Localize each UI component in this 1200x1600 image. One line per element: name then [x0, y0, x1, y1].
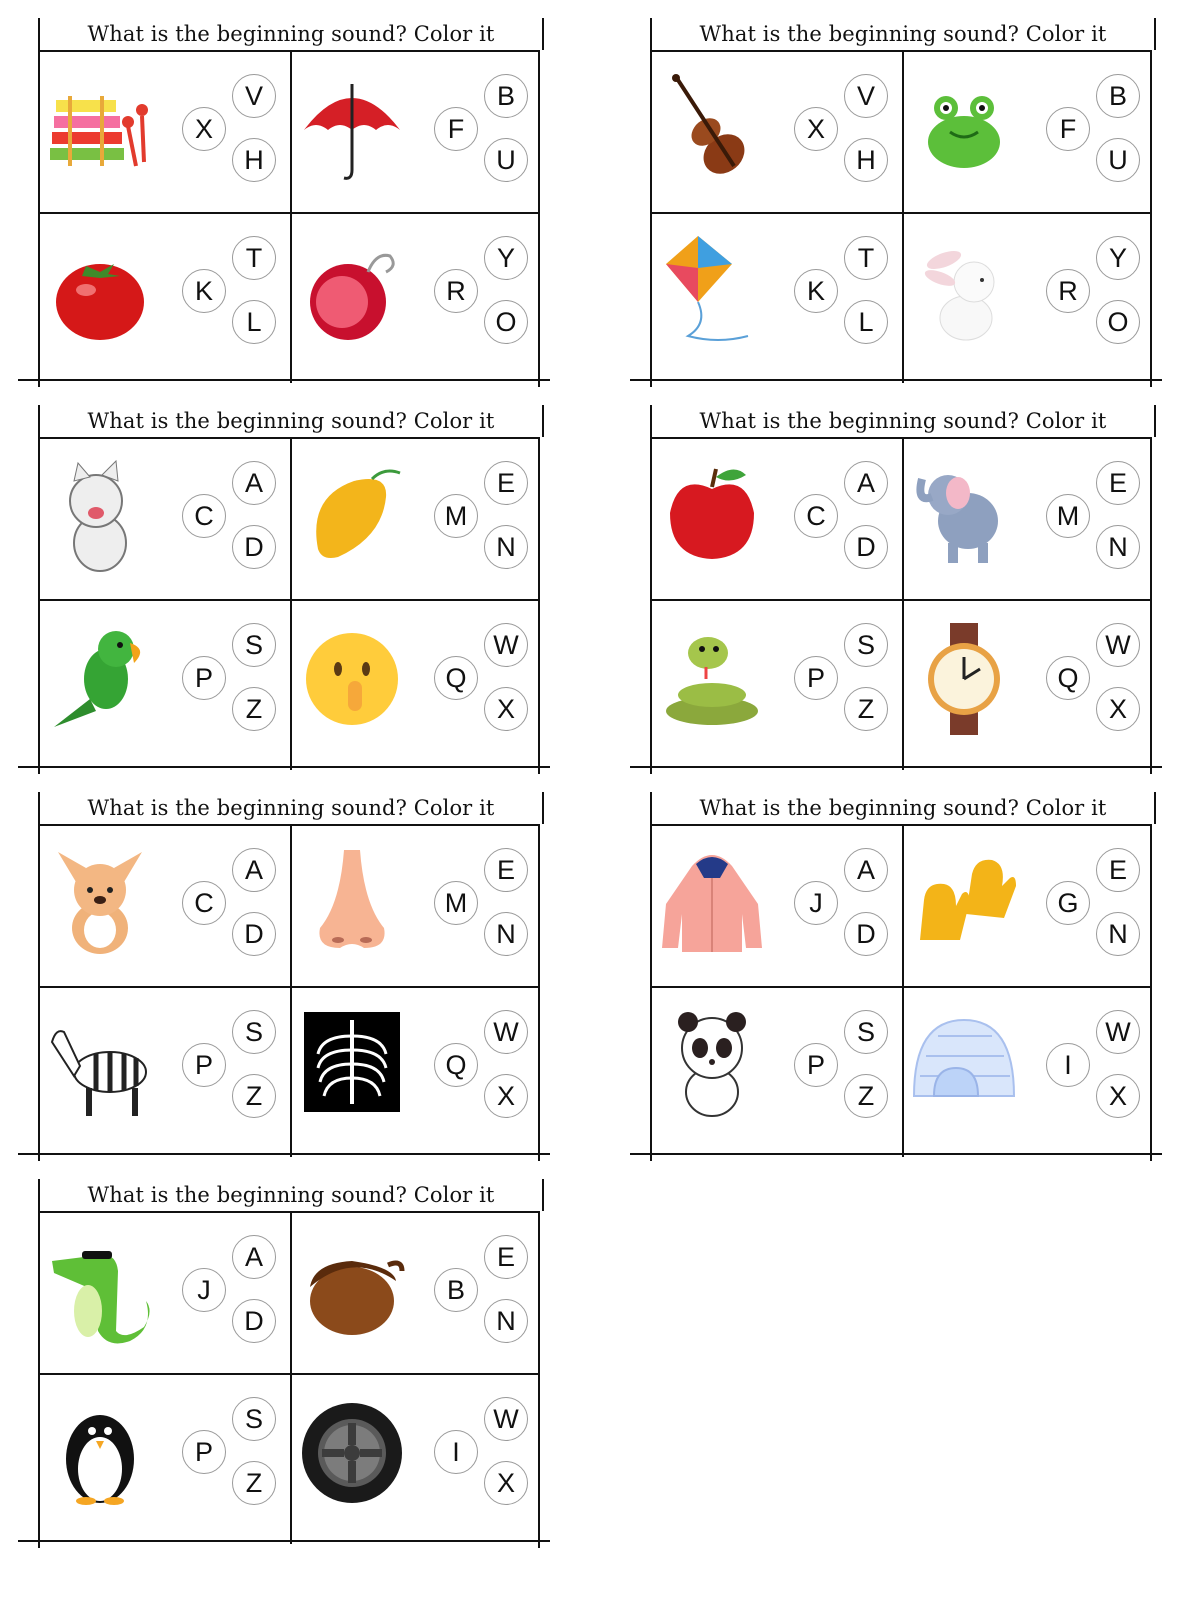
- elephant-picture: [910, 457, 1018, 577]
- letter-choice-bubble[interactable]: S: [232, 1397, 276, 1441]
- letter-choice-bubble[interactable]: A: [844, 461, 888, 505]
- letter-choice-bubble[interactable]: Z: [232, 687, 276, 731]
- card-rule-tick: [38, 1153, 40, 1161]
- letter-choice-bubble[interactable]: M: [434, 494, 478, 538]
- letter-choice-bubble[interactable]: W: [484, 623, 528, 667]
- letter-choice-bubble[interactable]: E: [484, 1235, 528, 1279]
- wheel-picture: [298, 1393, 406, 1513]
- letter-choice-bubble[interactable]: D: [844, 912, 888, 956]
- letter-choice-bubble[interactable]: H: [844, 138, 888, 182]
- letter-choice-bubble[interactable]: P: [794, 656, 838, 700]
- letter-choice-bubble[interactable]: M: [1046, 494, 1090, 538]
- letter-choice-bubble[interactable]: X: [1096, 1074, 1140, 1118]
- worksheet-card: [18, 792, 550, 1168]
- card-title: What is the beginning sound? Color it: [87, 22, 495, 46]
- letter-choice-bubble[interactable]: I: [1046, 1043, 1090, 1087]
- letter-choice-bubble[interactable]: U: [1096, 138, 1140, 182]
- letter-choice-bubble[interactable]: P: [182, 656, 226, 700]
- letter-choice-bubble[interactable]: W: [1096, 1010, 1140, 1054]
- letter-choice-bubble[interactable]: X: [484, 1074, 528, 1118]
- card-header: [38, 1179, 544, 1211]
- letter-choice-bubble[interactable]: N: [484, 525, 528, 569]
- letter-choice-bubble[interactable]: B: [434, 1268, 478, 1312]
- question-cell: [40, 1375, 289, 1534]
- letter-choice-bubble[interactable]: B: [484, 74, 528, 118]
- nose-picture: [298, 844, 406, 964]
- question-cell: [40, 214, 289, 373]
- card-rule-tick: [538, 1540, 540, 1548]
- letter-choice-bubble[interactable]: S: [844, 1010, 888, 1054]
- letter-choice-bubble[interactable]: V: [232, 74, 276, 118]
- card-bottom-rule: [630, 1153, 1162, 1155]
- frog-picture: [910, 70, 1018, 190]
- card-grid: [38, 824, 540, 1155]
- worksheet-card: [630, 792, 1162, 1168]
- letter-choice-bubble[interactable]: B: [1096, 74, 1140, 118]
- letter-choice-bubble[interactable]: N: [1096, 912, 1140, 956]
- letter-choice-bubble[interactable]: J: [182, 1268, 226, 1312]
- violin-picture: [658, 70, 766, 190]
- letter-choice-bubble[interactable]: C: [794, 494, 838, 538]
- question-cell: [904, 439, 1153, 598]
- card-header: [38, 18, 544, 50]
- card-bottom-rule: [18, 379, 550, 381]
- question-cell: [652, 52, 901, 211]
- worksheet-card: [630, 18, 1162, 394]
- question-cell: [292, 1375, 541, 1534]
- question-cell: [652, 439, 901, 598]
- card-bottom-rule: [18, 766, 550, 768]
- letter-choice-bubble[interactable]: C: [182, 494, 226, 538]
- card-rule-tick: [538, 379, 540, 387]
- question-cell: [904, 52, 1153, 211]
- letter-choice-bubble[interactable]: Y: [484, 236, 528, 280]
- letter-choice-bubble[interactable]: D: [232, 1299, 276, 1343]
- letter-choice-bubble[interactable]: M: [434, 881, 478, 925]
- letter-choice-bubble[interactable]: S: [232, 1010, 276, 1054]
- letter-choice-bubble[interactable]: N: [1096, 525, 1140, 569]
- letter-choice-bubble[interactable]: X: [484, 1461, 528, 1505]
- letter-choice-bubble[interactable]: F: [434, 107, 478, 151]
- letter-choice-bubble[interactable]: X: [794, 107, 838, 151]
- alligator-picture: [46, 1231, 154, 1351]
- apple-picture: [658, 457, 766, 577]
- kite-picture: [658, 232, 766, 352]
- panda-picture: [658, 1006, 766, 1126]
- card-rule-tick: [38, 379, 40, 387]
- letter-choice-bubble[interactable]: X: [484, 687, 528, 731]
- card-rule-tick: [1150, 1153, 1152, 1161]
- letter-choice-bubble[interactable]: D: [232, 525, 276, 569]
- letter-choice-bubble[interactable]: P: [182, 1043, 226, 1087]
- letter-choice-bubble[interactable]: E: [1096, 848, 1140, 892]
- card-title: What is the beginning sound? Color it: [699, 796, 1107, 820]
- letter-choice-bubble[interactable]: E: [484, 461, 528, 505]
- card-grid: [650, 824, 1152, 1155]
- letter-choice-bubble[interactable]: O: [1096, 300, 1140, 344]
- letter-choice-bubble[interactable]: Q: [1046, 656, 1090, 700]
- card-rule-tick: [650, 1153, 652, 1161]
- card-grid: [38, 437, 540, 768]
- card-title: What is the beginning sound? Color it: [87, 1183, 495, 1207]
- letter-choice-bubble[interactable]: Q: [434, 1043, 478, 1087]
- letter-choice-bubble[interactable]: D: [844, 525, 888, 569]
- letter-choice-bubble[interactable]: W: [484, 1397, 528, 1441]
- yo-yo-picture: [298, 232, 406, 352]
- letter-choice-bubble[interactable]: Z: [232, 1074, 276, 1118]
- question-cell: [40, 601, 289, 760]
- letter-choice-bubble[interactable]: D: [232, 912, 276, 956]
- xylophone-picture: [46, 70, 154, 190]
- question-cell: [292, 439, 541, 598]
- question-cell: [40, 988, 289, 1147]
- letter-choice-bubble[interactable]: X: [1096, 687, 1140, 731]
- card-title: What is the beginning sound? Color it: [699, 409, 1107, 433]
- card-grid: [38, 1211, 540, 1542]
- letter-choice-bubble[interactable]: G: [1046, 881, 1090, 925]
- letter-choice-bubble[interactable]: X: [182, 107, 226, 151]
- question-cell: [292, 988, 541, 1147]
- parrot-picture: [46, 619, 154, 739]
- watch-picture: [910, 619, 1018, 739]
- letter-choice-bubble[interactable]: H: [232, 138, 276, 182]
- letter-choice-bubble[interactable]: A: [232, 461, 276, 505]
- letter-choice-bubble[interactable]: R: [1046, 269, 1090, 313]
- question-cell: [652, 826, 901, 985]
- letter-choice-bubble[interactable]: T: [844, 236, 888, 280]
- card-rule-tick: [538, 766, 540, 774]
- question-cell: [292, 52, 541, 211]
- gloves-picture: [910, 844, 1018, 964]
- letter-choice-bubble[interactable]: E: [484, 848, 528, 892]
- letter-choice-bubble[interactable]: I: [434, 1430, 478, 1474]
- snake-picture: [658, 619, 766, 739]
- card-header: [650, 18, 1156, 50]
- question-cell: [40, 52, 289, 211]
- letter-choice-bubble[interactable]: U: [484, 138, 528, 182]
- card-rule-tick: [1150, 379, 1152, 387]
- letter-choice-bubble[interactable]: A: [232, 1235, 276, 1279]
- card-rule-tick: [1150, 766, 1152, 774]
- question-cell: [904, 826, 1153, 985]
- letter-choice-bubble[interactable]: N: [484, 1299, 528, 1343]
- rabbit-picture: [910, 232, 1018, 352]
- card-rule-tick: [538, 1153, 540, 1161]
- letter-choice-bubble[interactable]: F: [1046, 107, 1090, 151]
- acorn-picture: [298, 1231, 406, 1351]
- question-cell: [292, 214, 541, 373]
- letter-choice-bubble[interactable]: S: [844, 623, 888, 667]
- question-cell: [652, 988, 901, 1147]
- cat-picture: [46, 457, 154, 577]
- letter-choice-bubble[interactable]: A: [232, 848, 276, 892]
- worksheet-card: [18, 18, 550, 394]
- letter-choice-bubble[interactable]: Z: [232, 1461, 276, 1505]
- letter-choice-bubble[interactable]: V: [844, 74, 888, 118]
- umbrella-picture: [298, 70, 406, 190]
- letter-choice-bubble[interactable]: Y: [1096, 236, 1140, 280]
- letter-choice-bubble[interactable]: R: [434, 269, 478, 313]
- card-grid: [650, 50, 1152, 381]
- card-rule-tick: [650, 379, 652, 387]
- dog-picture: [46, 844, 154, 964]
- card-rule-tick: [38, 1540, 40, 1548]
- letter-choice-bubble[interactable]: Q: [434, 656, 478, 700]
- card-title: What is the beginning sound? Color it: [87, 796, 495, 820]
- quiet-face-picture: [298, 619, 406, 739]
- letter-choice-bubble[interactable]: N: [484, 912, 528, 956]
- card-bottom-rule: [18, 1153, 550, 1155]
- question-cell: [40, 439, 289, 598]
- x-ray-picture: [298, 1006, 406, 1126]
- letter-choice-bubble[interactable]: W: [1096, 623, 1140, 667]
- worksheet-card: [18, 405, 550, 781]
- card-title: What is the beginning sound? Color it: [87, 409, 495, 433]
- question-cell: [904, 988, 1153, 1147]
- card-bottom-rule: [18, 1540, 550, 1542]
- letter-choice-bubble[interactable]: P: [182, 1430, 226, 1474]
- question-cell: [40, 1213, 289, 1372]
- letter-choice-bubble[interactable]: T: [232, 236, 276, 280]
- letter-choice-bubble[interactable]: S: [232, 623, 276, 667]
- penguin-picture: [46, 1393, 154, 1513]
- question-cell: [292, 601, 541, 760]
- question-cell: [652, 601, 901, 760]
- card-bottom-rule: [630, 766, 1162, 768]
- card-title: What is the beginning sound? Color it: [699, 22, 1107, 46]
- card-header: [38, 405, 544, 437]
- letter-choice-bubble[interactable]: W: [484, 1010, 528, 1054]
- letter-choice-bubble[interactable]: C: [182, 881, 226, 925]
- jacket-picture: [658, 844, 766, 964]
- card-header: [650, 405, 1156, 437]
- mango-picture: [298, 457, 406, 577]
- letter-choice-bubble[interactable]: E: [1096, 461, 1140, 505]
- question-cell: [904, 214, 1153, 373]
- card-grid: [38, 50, 540, 381]
- letter-choice-bubble[interactable]: L: [232, 300, 276, 344]
- letter-choice-bubble[interactable]: O: [484, 300, 528, 344]
- card-rule-tick: [38, 766, 40, 774]
- card-bottom-rule: [630, 379, 1162, 381]
- letter-choice-bubble[interactable]: Z: [844, 1074, 888, 1118]
- card-rule-tick: [650, 766, 652, 774]
- zebra-picture: [46, 1006, 154, 1126]
- worksheet-card: [630, 405, 1162, 781]
- letter-choice-bubble[interactable]: L: [844, 300, 888, 344]
- letter-choice-bubble[interactable]: A: [844, 848, 888, 892]
- letter-choice-bubble[interactable]: P: [794, 1043, 838, 1087]
- question-cell: [292, 1213, 541, 1372]
- card-grid: [650, 437, 1152, 768]
- letter-choice-bubble[interactable]: K: [794, 269, 838, 313]
- question-cell: [904, 601, 1153, 760]
- tomato-picture: [46, 232, 154, 352]
- card-header: [38, 792, 544, 824]
- question-cell: [652, 214, 901, 373]
- igloo-picture: [910, 1006, 1018, 1126]
- letter-choice-bubble[interactable]: J: [794, 881, 838, 925]
- question-cell: [292, 826, 541, 985]
- letter-choice-bubble[interactable]: K: [182, 269, 226, 313]
- worksheet-card: [18, 1179, 550, 1555]
- letter-choice-bubble[interactable]: Z: [844, 687, 888, 731]
- question-cell: [40, 826, 289, 985]
- card-header: [650, 792, 1156, 824]
